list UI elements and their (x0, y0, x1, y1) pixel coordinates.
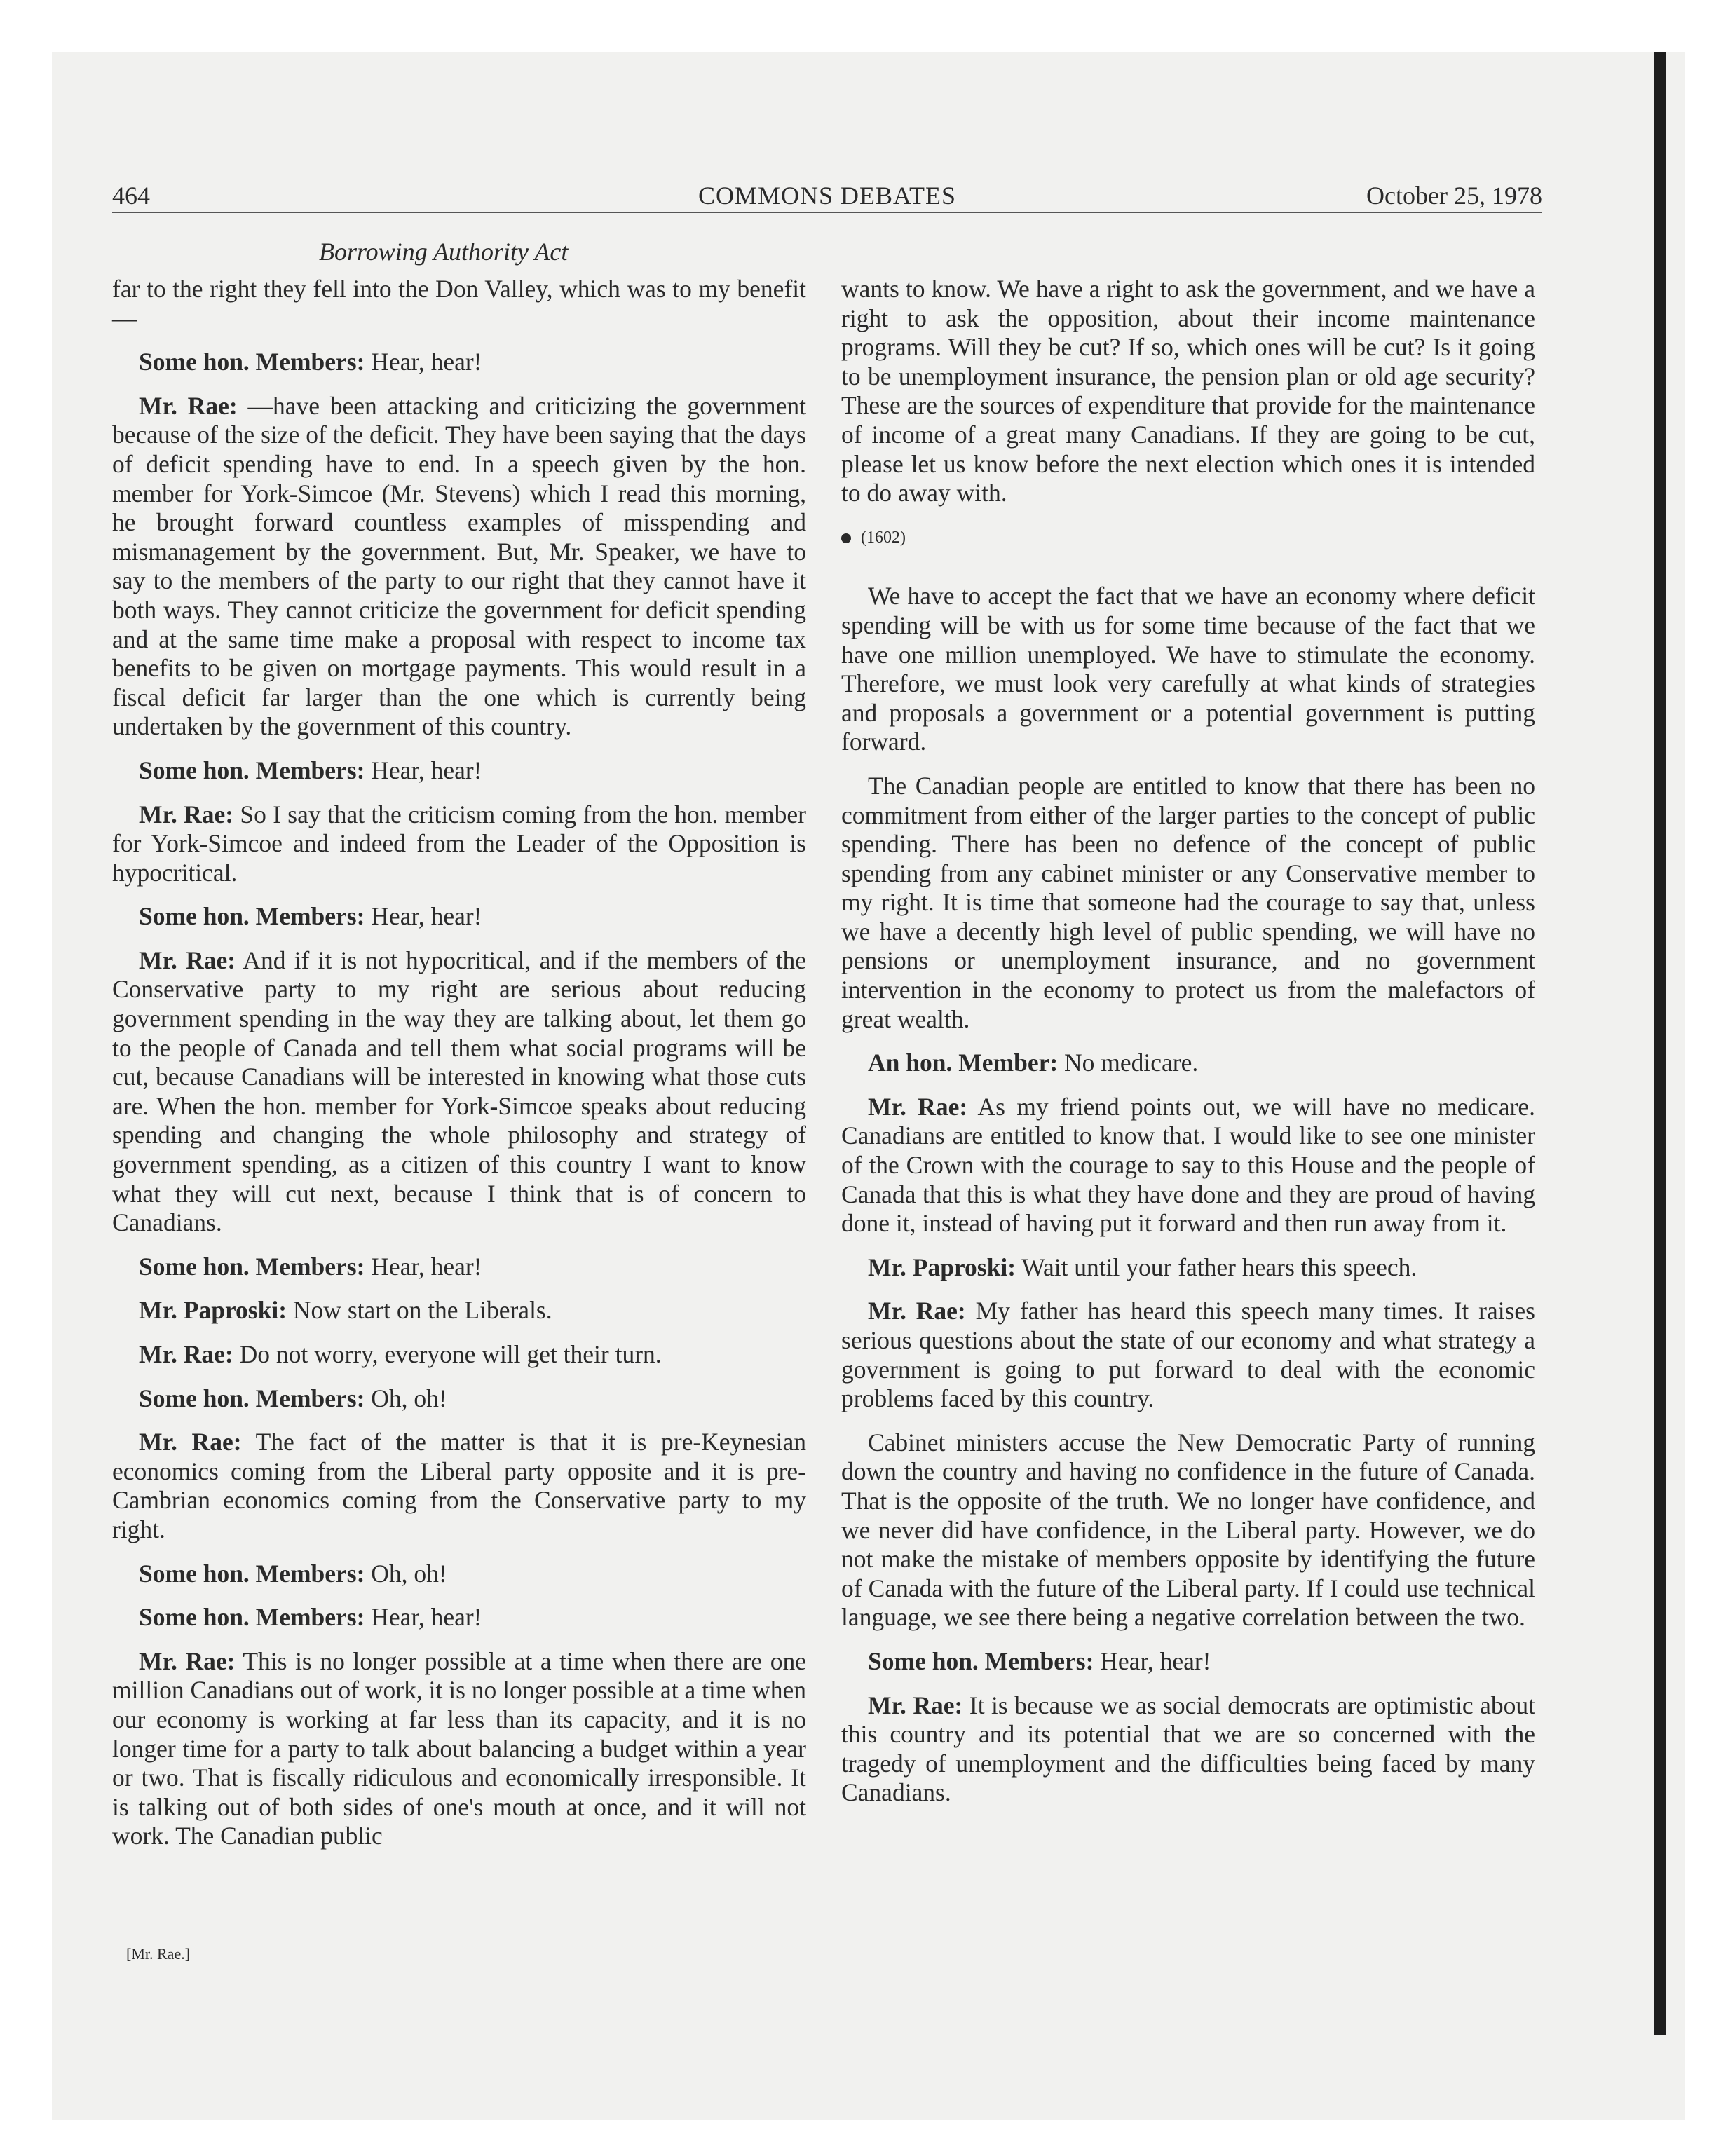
speech-text: Wait until your father hears this speech. (1016, 1253, 1417, 1281)
speech-text: Do not worry, everyone will get their turn. (233, 1340, 662, 1368)
paragraph (112, 1560, 806, 1589)
paragraph (841, 1428, 1535, 1632)
speaker-name: Some hon. Members: (139, 348, 365, 376)
paragraph (841, 582, 1535, 757)
page-date: October 25, 1978 (1366, 182, 1542, 210)
speech-text: So I say that the criticism coming from the hon. member for York-Simcoe and indeed from the Leader of the Opposition is hypocritical. (112, 800, 806, 887)
speech-text: This is no longer possible at a time when there are one million Canadians out of work, it is no longer possible at a time when our economy is working at far less than its capacity, and it is no longer time for a party to talk about balancing a budget within a year or two. That is fiscally ridiculous and economically irresponsible. It is talking out of both sides of one's mouth at once, and it will not work. The Canadian public (112, 1646, 806, 1850)
speech-text: far to the right they fell into the Don Valley, which was to my benefit— (112, 275, 806, 332)
speaker-name: Some hon. Members: (139, 1559, 365, 1588)
publication-title: COMMONS DEBATES (698, 182, 957, 210)
speaker-name: Some hon. Members: (139, 1384, 365, 1412)
right-column (841, 275, 1535, 1822)
paragraph (112, 1603, 806, 1632)
speaker-name: Some hon. Members: (139, 902, 365, 931)
speech-text: Hear, hear! (365, 756, 482, 784)
bullet-icon (841, 533, 851, 543)
paragraph (841, 1049, 1535, 1078)
right-column-body (841, 582, 1535, 1808)
speaker-name: Some hon. Members: (139, 756, 365, 784)
speaker-name: Mr. Rae: (868, 1691, 963, 1719)
timestamp (841, 524, 1535, 553)
speaker-name: Some hon. Members: (139, 1252, 365, 1281)
paragraph (112, 1253, 806, 1282)
left-column (112, 275, 806, 1866)
paragraph (112, 946, 806, 1238)
speaker-name: Mr. Rae: (139, 1340, 233, 1368)
speech-text: As my friend points out, we will have no medicare. Canadians are entitled to know that. I would like to see one minister of the Crown with the courage to say to this House and the people of Canada that this is what they have done and they are proud of having done it, instead of having put it forward and then run away from it. (841, 1092, 1535, 1238)
running-title: Borrowing Authority Act (319, 238, 569, 266)
paragraph (112, 275, 806, 333)
paragraph (841, 1093, 1535, 1239)
paragraph (112, 902, 806, 932)
page-number: 464 (112, 182, 150, 210)
speaker-name: Some hon. Members: (868, 1646, 1094, 1675)
timestamp-label: (1602) (861, 528, 906, 547)
paragraph (841, 772, 1535, 1034)
speaker-name: An hon. Member: (868, 1049, 1059, 1077)
paragraph (112, 756, 806, 786)
speaker-name: Mr. Rae: (139, 1428, 242, 1456)
speaker-name: Mr. Rae: (139, 1646, 236, 1675)
speech-text: And if it is not hypocritical, and if the members of the Conservative party to my right are serious about reducing government spending in the way they are talking about, let them go to the people of Canada and tell them what social programs will be cut, because Canadians will be interested in knowing what those cuts are. When the hon. member for York-Simcoe speaks about reducing spending and changing the whole philosophy and strategy of government spending, as a citizen of this country I want to know what they will cut next, because I think that is of concern to Canadians. (112, 946, 806, 1237)
speech-text: Hear, hear! (365, 1252, 482, 1281)
paragraph (841, 1691, 1535, 1808)
speech-text: My father has heard this speech many times. It raises serious questions about the state of our economy and what strategy a government is going to put forward to deal with the economic problems faced by this country. (841, 1297, 1535, 1413)
paragraph: wants to know. We have a right to ask the government, and we have a right to ask the opposition, about their income maintenance programs. Will they be cut? If so, which ones will be cut? Is it going to be unemployment insurance, the pension plan or old age security? These are the sources of expenditure that provide for the maintenance of income of a great many Canadians. If they are going to be cut, please let us know before the next election which ones it is intended to do away with. (841, 275, 1535, 507)
speaker-name: Mr. Rae: (868, 1297, 966, 1325)
speech-text: Hear, hear! (365, 902, 482, 931)
footer-note: [Mr. Rae.] (126, 1945, 191, 1963)
speech-text: It is because we as social democrats are optimistic about this country and its potential that we are so concerned with the tragedy of unemployment and the difficulties being faced by many Canadians. (841, 1691, 1535, 1807)
scan-edge-bar (1654, 52, 1666, 2035)
speaker-name: Mr. Paproski: (868, 1253, 1016, 1281)
paragraph (112, 1384, 806, 1414)
speech-text: —have been attacking and criticizing the government because of the size of the deficit. They have been saying that the days of deficit spending have to end. In a speech given by the hon. member for York-Simcoe (Mr. Stevens) which I read this morning, he brought forward countless examples of misspending and mismanagement by the government. But, Mr. Speaker, we have to say to the members of the party to our right that they cannot have it both ways. They cannot criticize the government for deficit spending and at the same time make a proposal with respect to income tax benefits to be given on mortgage payments. This would result in a fiscal deficit far larger than the one which is currently being undertaken by the government of this country. (112, 391, 806, 741)
speaker-name: Mr. Rae: (139, 946, 236, 974)
speech-text: Now start on the Liberals. (287, 1296, 552, 1325)
speaker-name: Mr. Paproski: (139, 1296, 287, 1325)
speaker-name: Some hon. Members: (139, 1603, 365, 1632)
speech-text: Hear, hear! (365, 348, 482, 376)
speech-text: No medicare. (1058, 1049, 1199, 1077)
speech-text: Cabinet ministers accuse the New Democratic Party of running down the country and having no confidence in the future of Canada. That is the opposite of the truth. We no longer have confidence, and we never did have confidence, in the Liberal party. However, we do not make the mistake of members opposite by identifying the future of Canada with the future of the Liberal party. If I could use technical language, we see there being a negative correlation between the two. (841, 1428, 1535, 1632)
speech-text: Oh, oh! (365, 1384, 447, 1412)
speech-text: Hear, hear! (365, 1603, 482, 1632)
paragraph (841, 1647, 1535, 1677)
paragraph (841, 1297, 1535, 1413)
speaker-name: Mr. Rae: (868, 1092, 968, 1121)
speech-text: We have to accept the fact that we have an economy where deficit spending will be with us for some time because of the fact that we have one million unemployed. We have to stimulate the economy. Therefore, we must look very carefully at what kinds of strategies and proposals a government or a potential government is putting forward. (841, 582, 1535, 756)
paragraph (112, 1340, 806, 1370)
speech-text: The fact of the matter is that it is pre-Keynesian economics coming from the Liberal party opposite and it is pre-Cambrian economics coming from the Conservative party to my right. (112, 1428, 806, 1543)
paragraph (841, 1253, 1535, 1283)
paragraph (112, 800, 806, 888)
speech-text: Oh, oh! (365, 1559, 447, 1588)
page-header (112, 181, 1542, 213)
paragraph (112, 392, 806, 742)
paragraph (112, 1647, 806, 1851)
paragraph (112, 348, 806, 377)
speech-text: Hear, hear! (1094, 1646, 1211, 1675)
paragraph (112, 1296, 806, 1325)
speaker-name: Mr. Rae: (139, 391, 238, 420)
speaker-name: Mr. Rae: (139, 800, 234, 828)
speech-text: The Canadian people are entitled to know that there has been no commitment from either of the larger parties to the concept of public spending. There has been no defence of the concept of public spending from any cabinet minister or any Conservative member to my right. It is time that someone had the courage to say that, unless we have a decently high level of public spending, we will have no pensions or unemployment insurance, and no government intervention in the economy to protect us from the malefactors of great wealth. (841, 771, 1535, 1033)
paragraph (112, 1428, 806, 1544)
